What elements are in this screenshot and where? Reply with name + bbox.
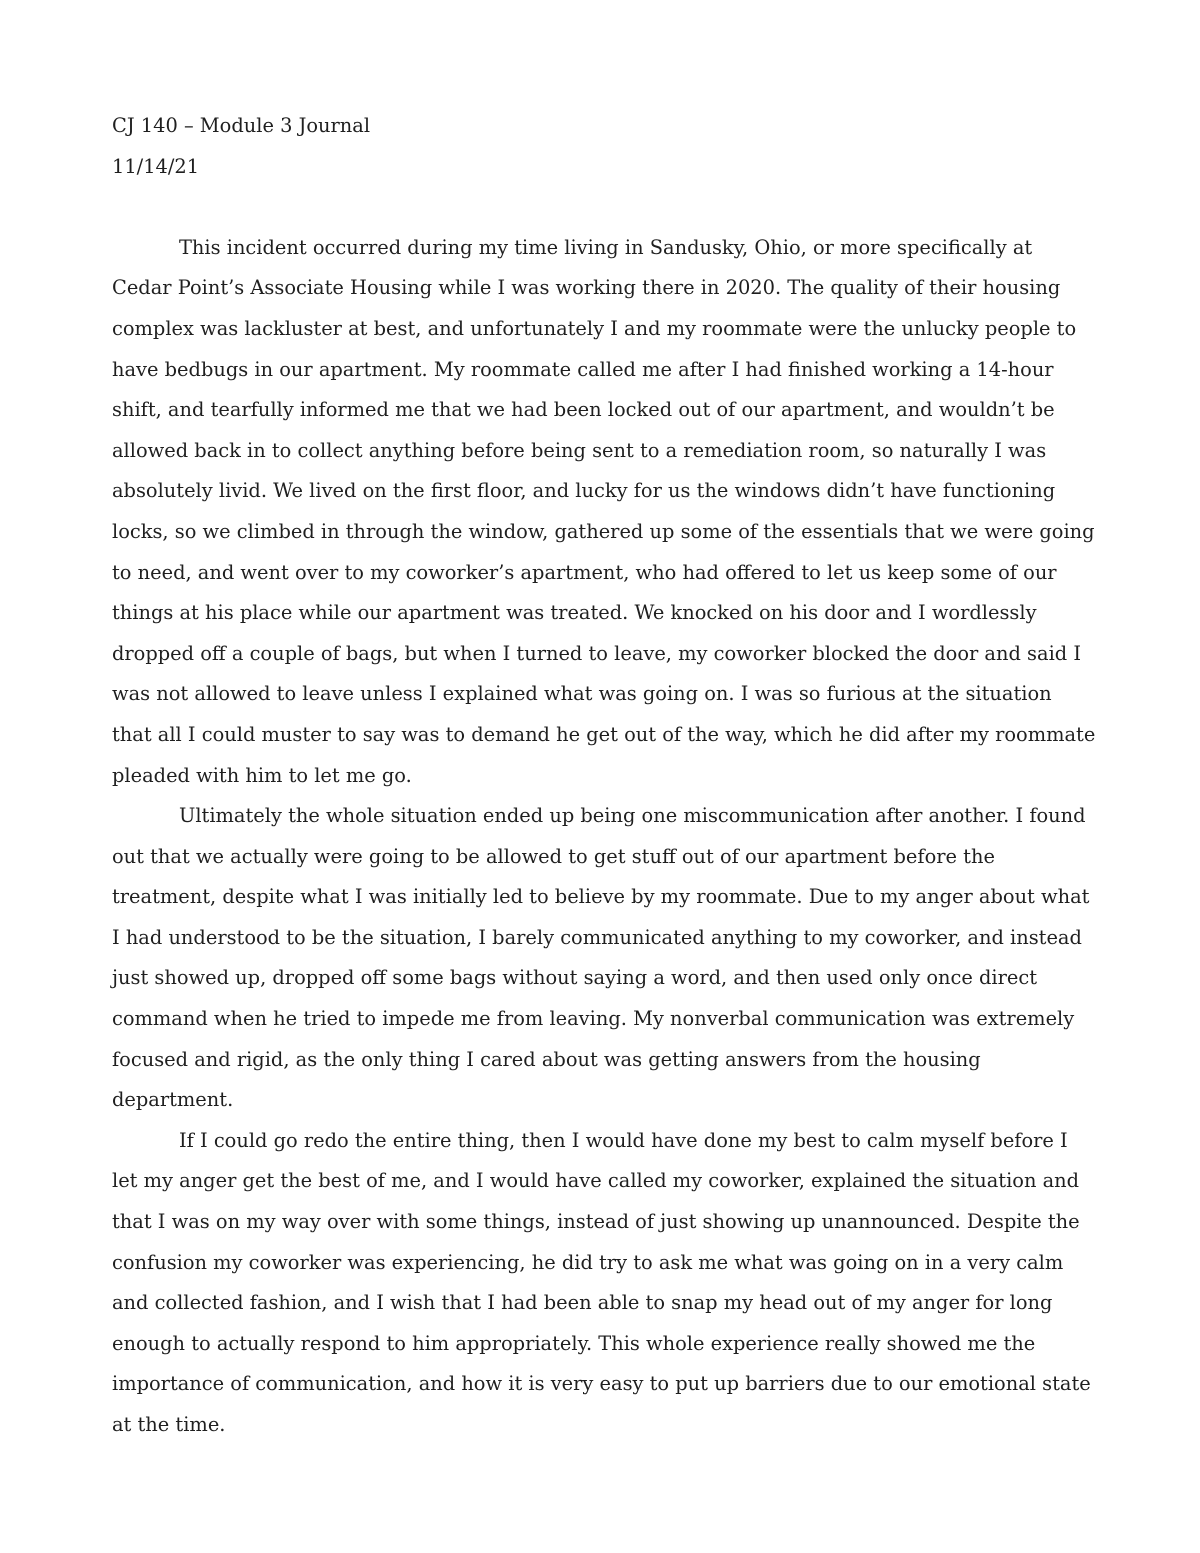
spacer bbox=[112, 187, 1097, 228]
paragraph-reflection: If I could go redo the entire thing, then I would have done my best to calm myself before I let my anger get the best of me, and I would have called my coworker, explained the situation and that I was on my way over with some things, instead of just showing up unannounced. Despite the confusion my coworker was experiencing, he did try to ask me what was going on in a very calm and collected fashion, and I wish that I had been able to snap my head out of my anger for long enough to actually respond to him appropriately. This whole experience really showed me the importance of communication, and how it is very easy to put up barriers due to our emotional state at the time. bbox=[112, 1128, 1091, 1436]
paragraph-miscommunication: Ultimately the whole situation ended up being one miscommunication after another. I found out that we actually were going to be allowed to get stuff out of our apartment before the treatment, despite what I was initially led to believe by my roommate. Due to my anger about what I had understood to be the situation, I barely communicated anything to my coworker, and instead just showed up, dropped off some bags without saying a word, and then used only once direct command when he tried to impede me from leaving. My nonverbal communication was extremely focused and rigid, as the only thing I cared about was getting answers from the housing department. bbox=[112, 804, 1090, 1112]
document-body bbox=[112, 106, 1097, 1446]
paragraph-incident: This incident occurred during my time living in Sandusky, Ohio, or more specifically at Cedar Point’s Associate Housing while I was working there in 2020. The quality of their housing complex was lackluster at best, and unfortunately I and my roommate were the unlucky people to have bedbugs in our apartment. My roommate called me after I had finished working a 14-hour shift, and tearfully informed me that we had been locked out of our apartment, and wouldn’t be allowed back in to collect anything before being sent to a remediation room, so naturally I was absolutely livid. We lived on the first floor, and lucky for us the windows didn’t have functioning locks, so we climbed in through the window, gathered up some of the essentials that we were going to need, and went over to my coworker’s apartment, who had offered to let us keep some of our things at his place while our apartment was treated. We knocked on his door and I wordlessly dropped off a couple of bags, but when I turned to leave, my coworker blocked the door and said I was not allowed to leave unless I explained what was going on. I was so furious at the situation that all I could muster to say was to demand he get out of the way, which he did after my roommate pleaded with him to let me go. bbox=[112, 235, 1096, 787]
course-title: CJ 140 – Module 3 Journal bbox=[112, 114, 371, 137]
document-date: 11/14/21 bbox=[112, 154, 200, 178]
